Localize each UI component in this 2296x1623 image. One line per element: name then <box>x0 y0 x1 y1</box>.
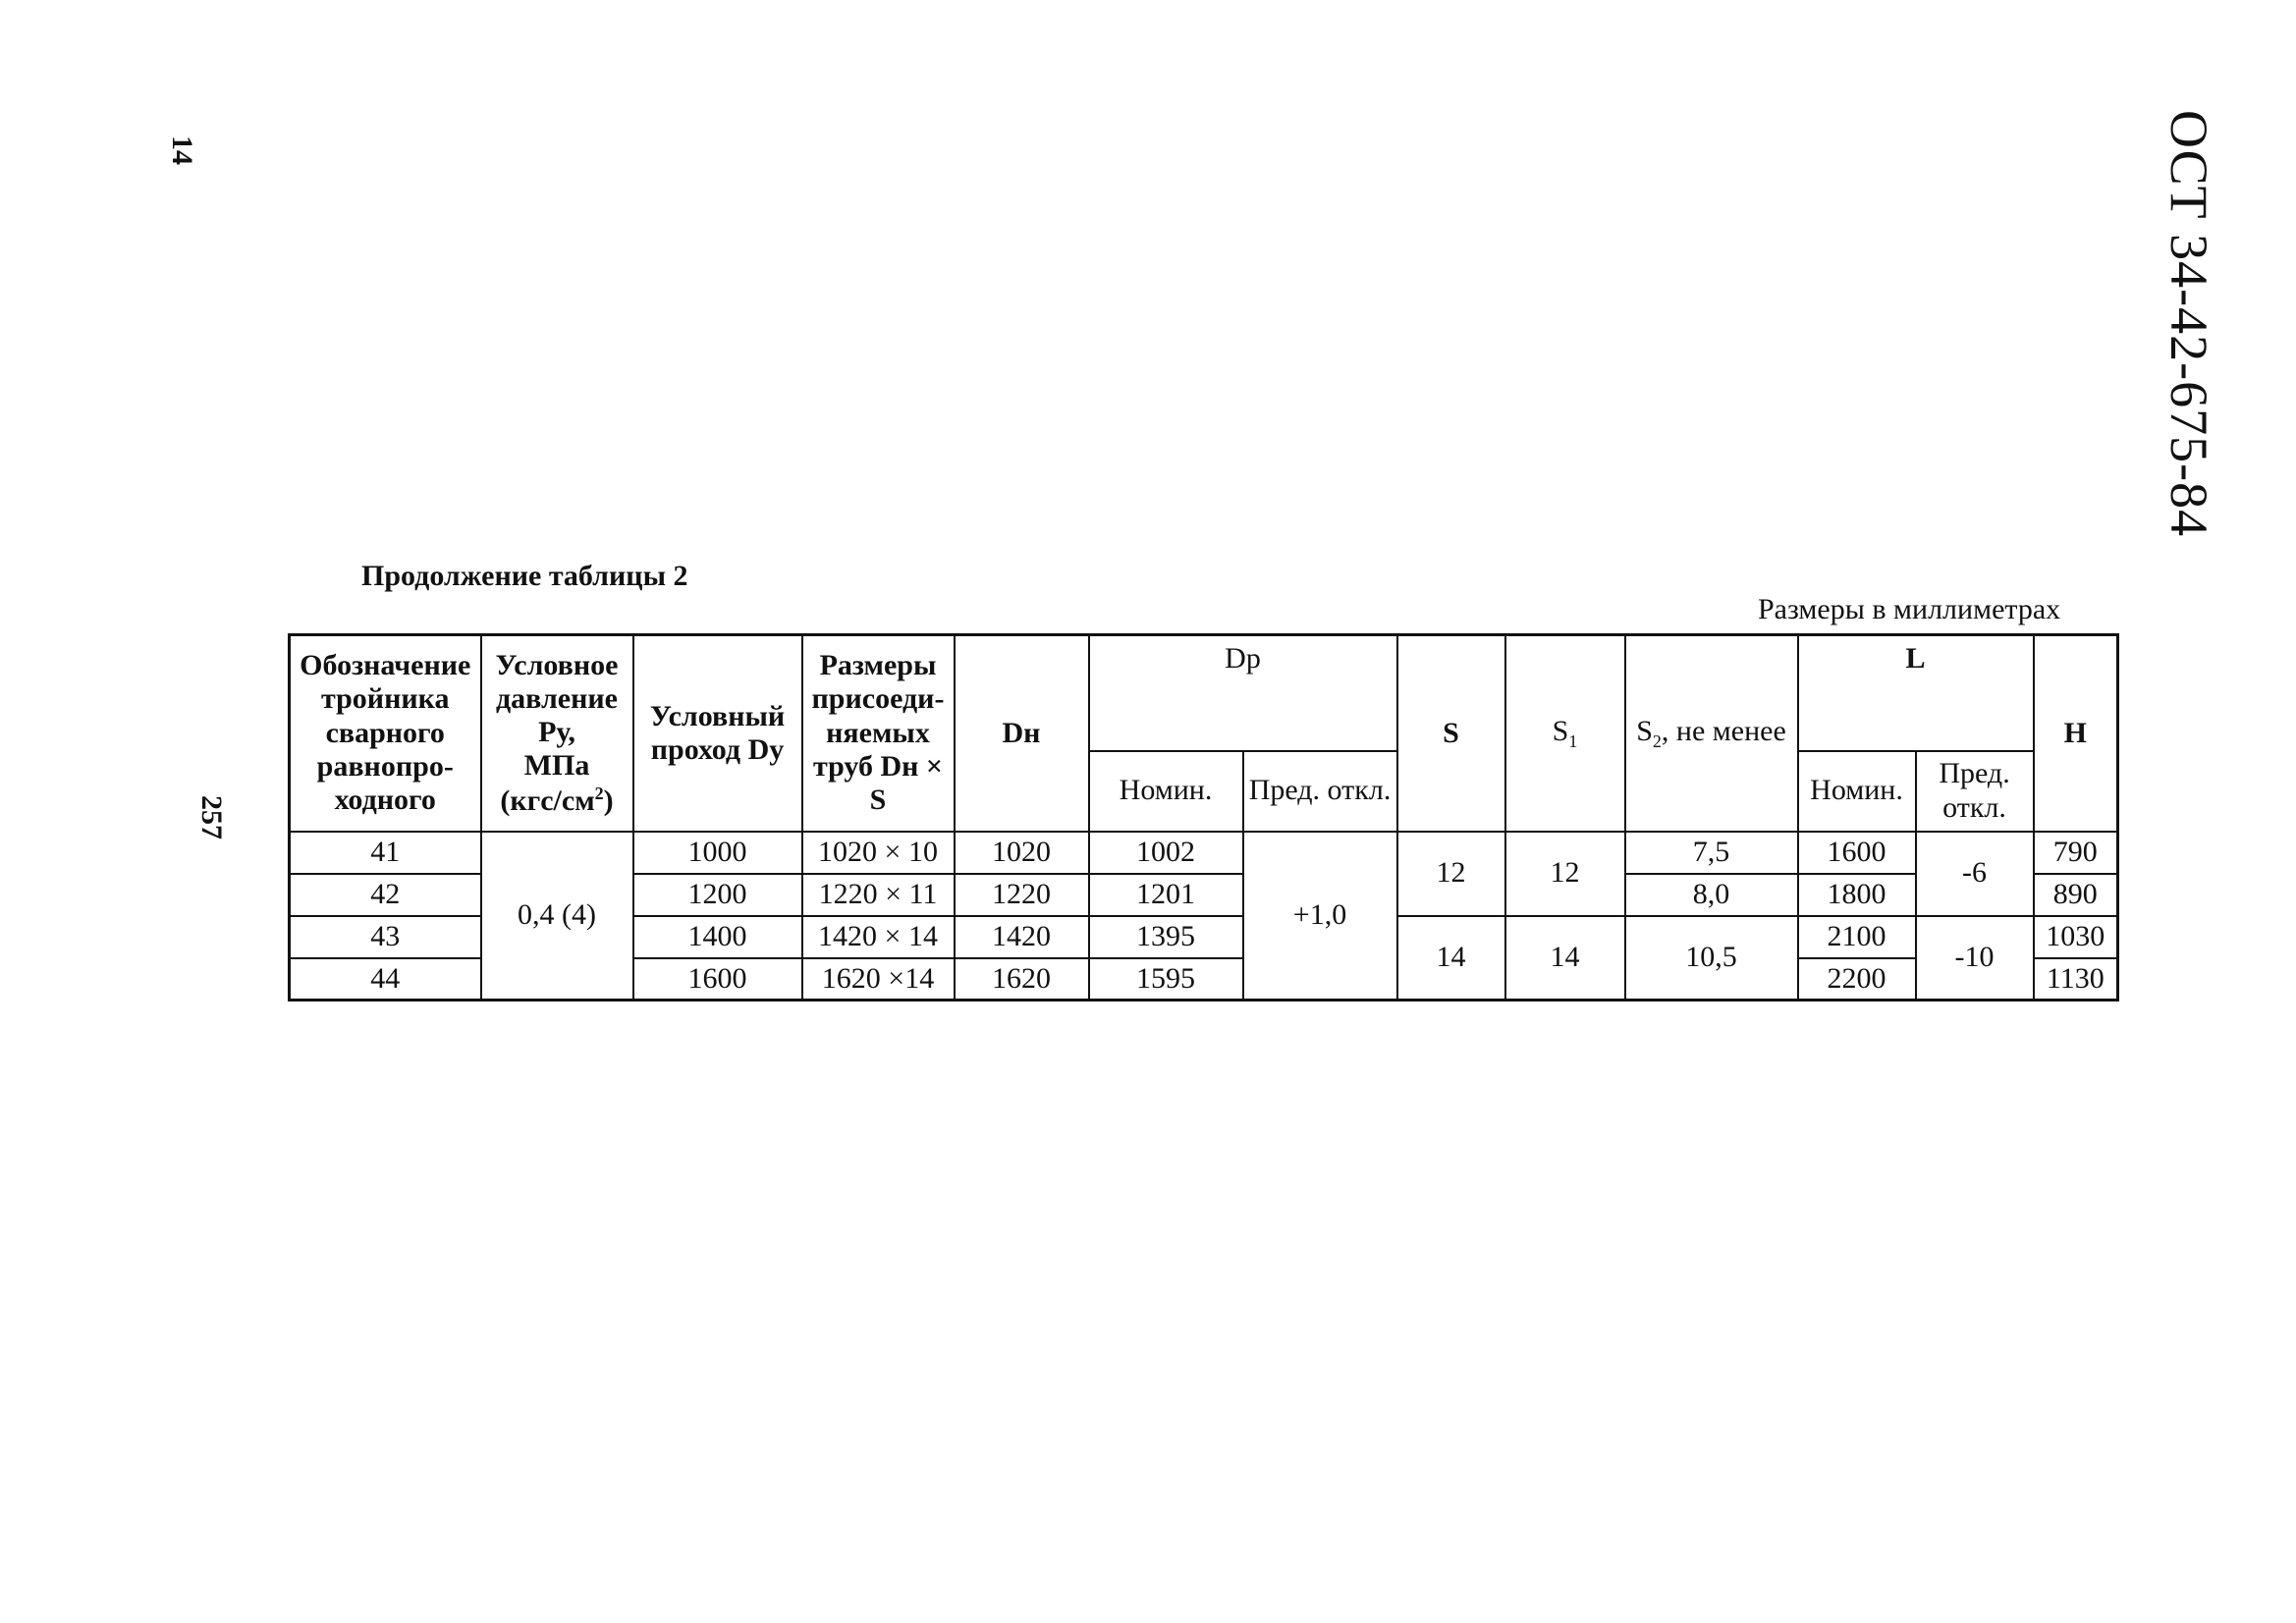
cell-id: 42 <box>290 874 481 916</box>
cell-dn: 1220 <box>955 874 1089 916</box>
header-dp-tolerance: Пред. откл. <box>1243 751 1397 832</box>
cell-s: 14 <box>1397 916 1505 1001</box>
header-l-nominal: Номин. <box>1798 751 1916 832</box>
cell-l-tolerance: -6 <box>1916 832 2034 916</box>
header-designation: Обозначение тройника сварного равнопро-ходного <box>290 635 481 832</box>
cell-pipe: 1420 × 14 <box>802 916 955 958</box>
units-note: Размеры в миллиметрах <box>1758 593 2061 625</box>
header-dp: Dр <box>1089 635 1397 751</box>
cell-dn: 1420 <box>955 916 1089 958</box>
cell-s1: 12 <box>1505 832 1625 916</box>
sheet-number: 257 <box>195 795 228 839</box>
cell-id: 43 <box>290 916 481 958</box>
cell-id: 41 <box>290 832 481 874</box>
dimensions-table <box>288 633 2119 1001</box>
cell-h: 790 <box>2034 832 2118 874</box>
standard-code: ОСТ 34-42-675-84 <box>2159 110 2218 538</box>
cell-dy: 1400 <box>633 916 802 958</box>
cell-s1: 14 <box>1505 916 1625 1001</box>
cell-id: 44 <box>290 958 481 1001</box>
cell-dp: 1595 <box>1089 958 1243 1001</box>
cell-h: 1030 <box>2034 916 2118 958</box>
header-dp-nominal: Номин. <box>1089 751 1243 832</box>
header-pipes: Размеры присоеди-няемых труб Dн × S <box>802 635 955 832</box>
cell-l-tolerance: -10 <box>1916 916 2034 1001</box>
header-s1: $S_1$ <box>1505 635 1625 832</box>
cell-dp: 1201 <box>1089 874 1243 916</box>
header-s2: $S_2$, не менее <box>1625 635 1798 832</box>
cell-l: 1800 <box>1798 874 1916 916</box>
cell-s2: 10,5 <box>1625 916 1798 1001</box>
header-l-tolerance: Пред. откл. <box>1916 751 2034 832</box>
header-passage: Условный проход Dу <box>633 635 802 832</box>
cell-l: 1600 <box>1798 832 1916 874</box>
cell-l: 2100 <box>1798 916 1916 958</box>
header-s: S <box>1397 635 1505 832</box>
header-l: L <box>1798 635 2034 751</box>
cell-s2: 7,5 <box>1625 832 1798 874</box>
cell-pipe: 1020 × 10 <box>802 832 955 874</box>
header-pressure: Условное давление Ру, МПа $(кгс/см^2)$ <box>481 635 633 832</box>
cell-dp: 1395 <box>1089 916 1243 958</box>
header-h: H <box>2034 635 2118 832</box>
cell-l: 2200 <box>1798 958 1916 1001</box>
cell-dy: 1600 <box>633 958 802 1001</box>
cell-h: 1130 <box>2034 958 2118 1001</box>
cell-pressure: 0,4 (4) <box>481 832 633 1001</box>
cell-dy: 1200 <box>633 874 802 916</box>
cell-s2: 8,0 <box>1625 874 1798 916</box>
cell-pipe: 1220 × 11 <box>802 874 955 916</box>
table-caption: Продолжение таблицы 2 <box>361 560 688 592</box>
page-number: 14 <box>166 135 198 165</box>
header-dn: Dн <box>955 635 1089 832</box>
cell-pipe: 1620 ×14 <box>802 958 955 1001</box>
cell-dp-tolerance: +1,0 <box>1243 832 1397 1001</box>
table-row <box>290 832 2118 874</box>
cell-s: 12 <box>1397 832 1505 916</box>
cell-h: 890 <box>2034 874 2118 916</box>
cell-dn: 1020 <box>955 832 1089 874</box>
cell-dn: 1620 <box>955 958 1089 1001</box>
cell-dp: 1002 <box>1089 832 1243 874</box>
cell-dy: 1000 <box>633 832 802 874</box>
